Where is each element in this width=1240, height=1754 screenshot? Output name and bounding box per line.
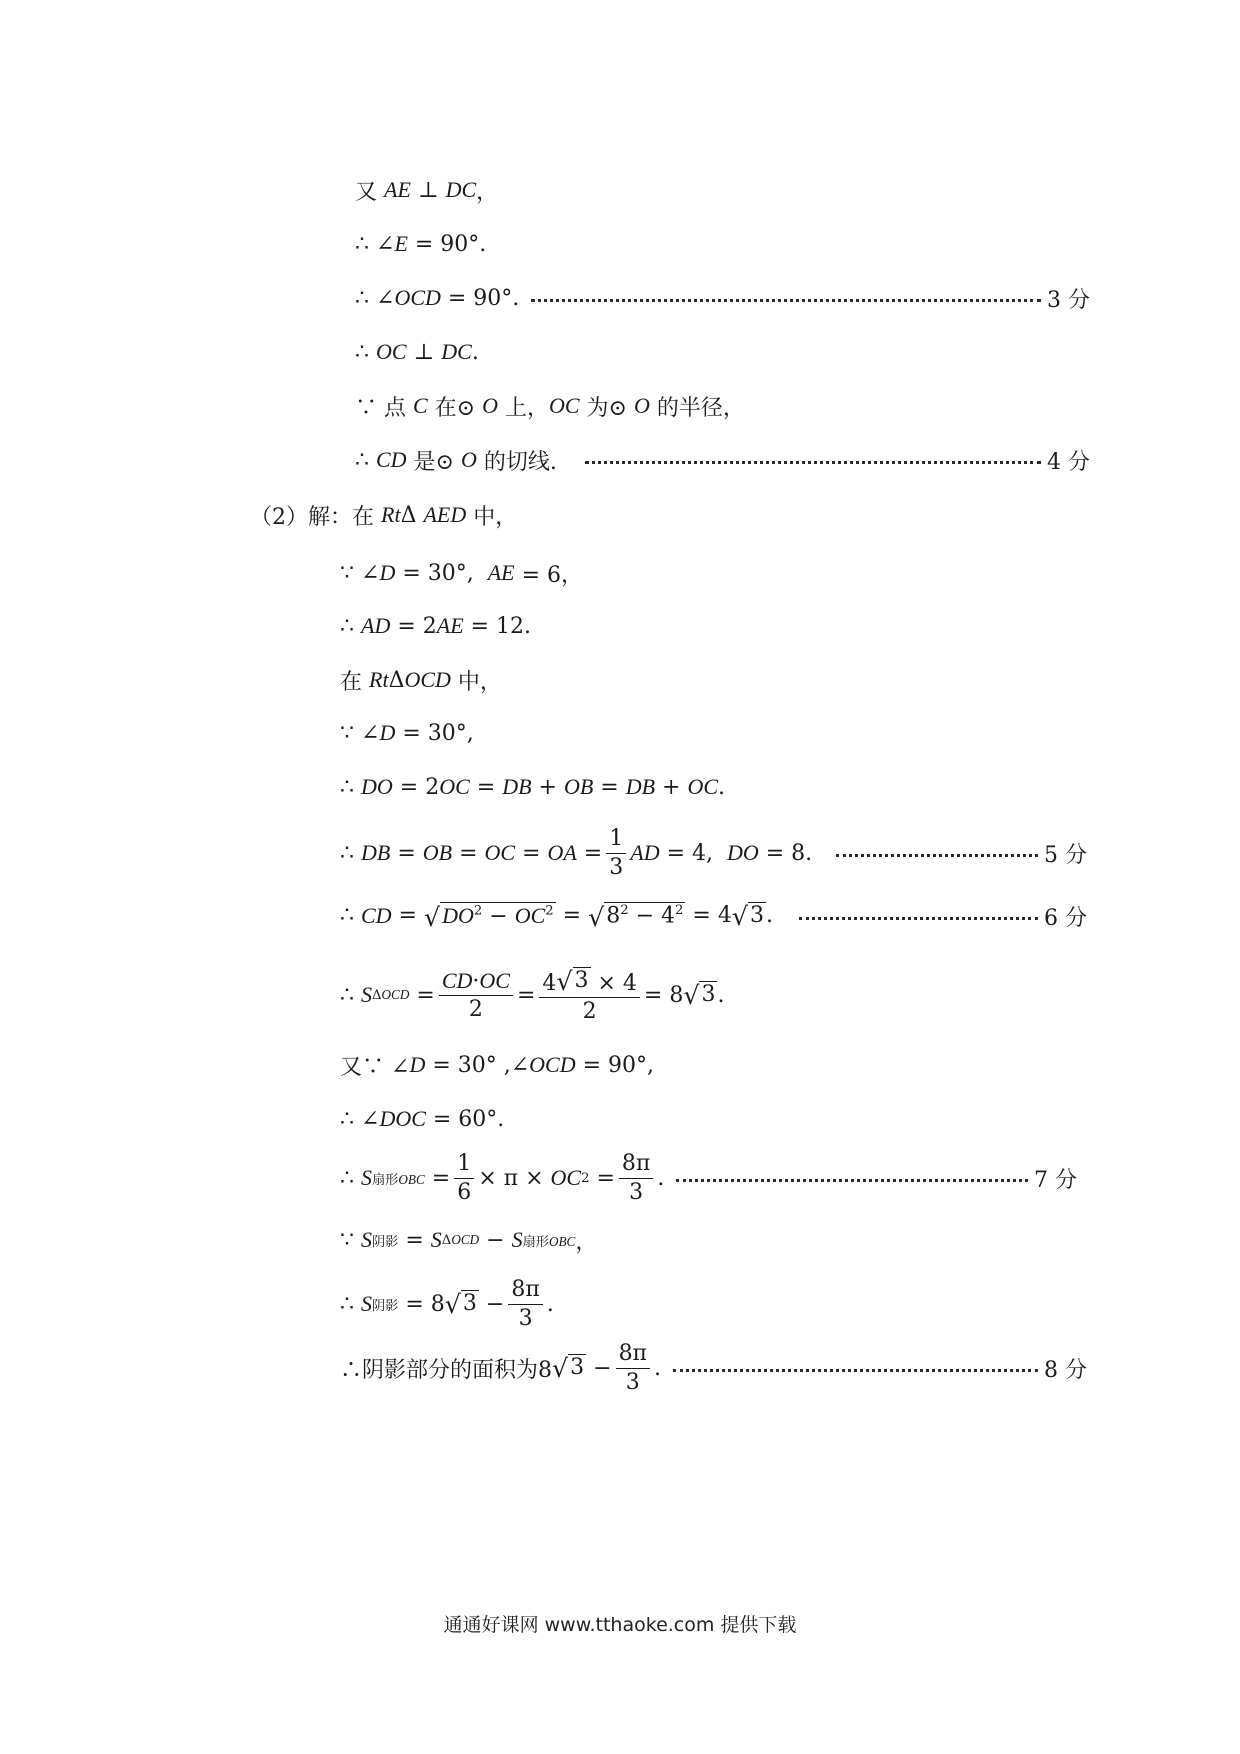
footer-credit: 通通好课网 www.tthaoke.com 提供下载 xyxy=(443,1614,797,1636)
solution-line: ∴ AD = 2 AE = 12. xyxy=(340,613,532,639)
solution-line: ∴ OC ⊥ DC . xyxy=(355,339,479,365)
score-label: 4 分 xyxy=(1047,449,1090,475)
solution-line-scored: ∴阴影部分的面积为8 √ 3 − $\frac{8\pi}{3}$ . 8 分 xyxy=(340,1341,1087,1395)
solution-line: ∵ S 阴影 = S ΔOCD − S 扇形OBC ， xyxy=(340,1227,598,1255)
solution-line: 又 AE ⊥ DC ， xyxy=(355,177,499,205)
solution-line: 又∵ ∠ D = 30° ,∠ OCD = 90°, xyxy=(340,1052,655,1080)
solution-line-scored: ∴ CD 是⊙ O 的切线. 4 分 xyxy=(355,440,1090,480)
section-heading: （2）解：在 Rt Δ AED 中， xyxy=(250,502,518,530)
dot-leader xyxy=(799,917,1038,920)
solution-line: ∵ ∠ D = 30°, AE = 6， xyxy=(340,560,584,588)
score-label: 6 分 xyxy=(1044,905,1087,931)
solution-line-scored: ∴ DB = OB = OC = OA = $\frac{1}{3}$ AD = 4, DO = 8. 5 分 xyxy=(340,826,1087,880)
solution-line-scored: ∴ CD = √ $DO^2 - OC^2$ = √ $8^2 - 4^2$ = 4 √ 3 . 6 分 xyxy=(340,902,1087,932)
dot-leader xyxy=(673,1369,1038,1372)
score-label: 3 分 xyxy=(1047,287,1090,313)
solution-line: 在 Rt Δ OCD 中， xyxy=(340,667,502,695)
dot-leader xyxy=(585,461,1041,464)
score-label: 8 分 xyxy=(1044,1357,1087,1383)
dot-leader xyxy=(676,1179,1028,1182)
score-label: 5 分 xyxy=(1044,842,1087,868)
solution-line: ∴ ∠ DOC = 60°. xyxy=(340,1106,505,1132)
dot-leader xyxy=(836,854,1038,857)
solution-line: ∵ ∠ D = 30°, xyxy=(340,720,474,746)
solution-line-scored: ∴ ∠ OCD = 90°. 3 分 xyxy=(355,278,1090,318)
solution-line: ∴ S 阴影 = 8 √ 3 − $\frac{8\pi}{3}$ . xyxy=(340,1277,554,1331)
solution-line: ∴ ∠ E = 90°. xyxy=(355,231,487,257)
solution-line: ∵ 点 C 在⊙ O 上， OC 为⊙ O 的半径， xyxy=(355,393,745,421)
score-label: 7 分 xyxy=(1034,1167,1077,1193)
solution-line-scored: ∴ S 扇形OBC = $\frac{1}{6}$ × π × OC 2 = $\frac{8\pi}{3}$ . 7 分 xyxy=(340,1151,1077,1205)
solution-line: ∴ S ΔOCD = $\frac{CD\cdot OC}{2}$ = 4 √ 3 × 4 2 = 8 √ 3 . xyxy=(340,966,725,1025)
dot-leader xyxy=(531,299,1041,302)
solution-line: ∴ DO = 2 OC = DB + OB = DB + OC . xyxy=(340,774,725,800)
